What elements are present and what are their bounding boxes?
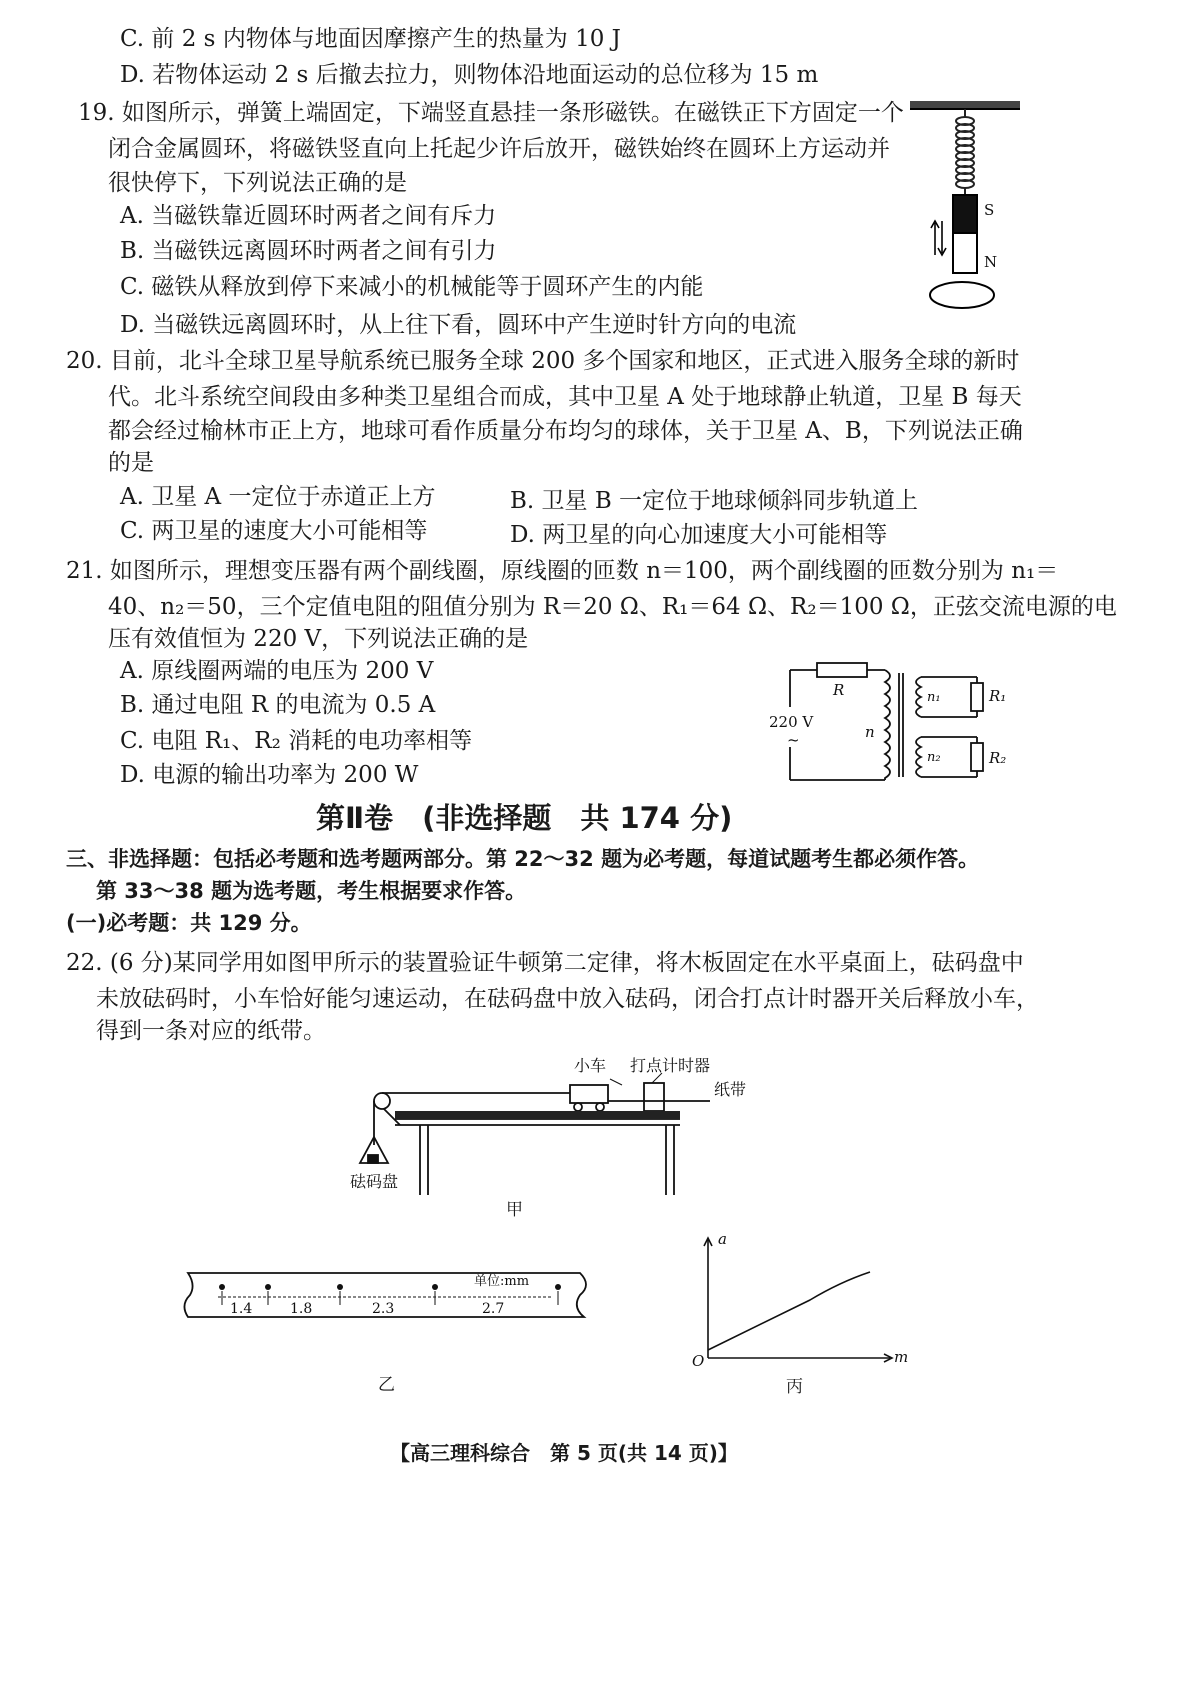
resistor-r [817, 663, 867, 677]
q20-stem-line2: 代。北斗系统空间段由多种类卫星组合而成，其中卫星 A 处于地球静止轨道，卫星 B 每天 [108, 384, 1022, 410]
q19-stem-line3: 很快停下，下列说法正确的是 [108, 170, 407, 196]
q21-stem-line2: 40、n₂＝50，三个定值电阻的阻值分别为 R＝20 Ω、R₁＝64 Ω、R₂＝100 Ω，正弦交流电源的电 [108, 594, 1117, 620]
label-weight-pan: 砝码盘 [350, 1172, 399, 1191]
q19-stem-line2: 闭合金属圆环，将磁铁竖直向上托起少许后放开，磁铁始终在圆环上方运动并 [108, 136, 890, 162]
label-r1: R₁ [989, 687, 1007, 705]
timer [644, 1083, 664, 1111]
magnet-north-pole [953, 233, 977, 273]
label-ac-symbol: ~ [787, 731, 800, 749]
caption-yi: 乙 [378, 1375, 395, 1395]
spring-magnet-figure [900, 95, 1030, 325]
label-source-voltage: 220 V [769, 713, 814, 731]
caption-jia: 甲 [506, 1200, 523, 1220]
q20-stem-line1: 20. 目前，北斗全球卫星导航系统已服务全球 200 多个国家和地区，正式进入服务全球的新时 [66, 348, 1020, 374]
q19-option-c: C. 磁铁从释放到停下来减小的机械能等于圆环产生的内能 [120, 274, 704, 300]
label-cart: 小车 [574, 1056, 607, 1075]
q20-stem-line3: 都会经过榆林市正上方，地球可看作质量分布均匀的球体，关于卫星 A、B，下列说法正确 [108, 418, 1023, 444]
q20-option-a: A. 卫星 A 一定位于赤道正上方 [120, 484, 436, 510]
page-footer: 【高三理科综合 第 5 页(共 14 页)】 [390, 1441, 738, 1465]
q20-option-c: C. 两卫星的速度大小可能相等 [120, 518, 428, 544]
paper-tape-figure-yi [180, 1265, 600, 1335]
label-origin: O [692, 1352, 705, 1370]
resistor-r2 [971, 743, 983, 771]
q19-stem-line1: 19. 如图所示，弹簧上端固定，下端竖直悬挂一条形磁铁。在磁铁正下方固定一个 [78, 100, 904, 126]
label-d3: 2.3 [372, 1301, 395, 1317]
label-d4: 2.7 [482, 1301, 505, 1317]
primary-coil [885, 670, 890, 780]
label-d2: 1.8 [290, 1301, 313, 1317]
label-a-axis: a [718, 1230, 727, 1248]
q20-option-d: D. 两卫星的向心加速度大小可能相等 [510, 522, 888, 548]
secondary-coil-1 [916, 677, 921, 717]
label-d1: 1.4 [230, 1301, 253, 1317]
a-m-curve [708, 1272, 870, 1350]
q18-option-c: C. 前 2 s 内物体与地面因摩擦产生的热量为 10 J [120, 26, 621, 52]
apparatus-figure-jia [340, 1045, 780, 1195]
transformer-circuit-figure [769, 655, 1025, 795]
q19-option-d: D. 当磁铁远离圆环时，从上往下看，圆环中产生逆时针方向的电流 [120, 312, 797, 338]
section-instructions-line2: 第 33～38 题为选考题，考生根据要求作答。 [96, 879, 527, 903]
q22-stem-line2: 未放砝码时，小车恰好能匀速运动，在砝码盘中放入砝码，闭合打点计时器开关后释放小车， [96, 986, 1039, 1012]
label-r: R [833, 681, 845, 699]
q19-option-a: A. 当磁铁靠近圆环时两者之间有斥力 [120, 203, 497, 229]
q22-stem-line1: 22. (6 分)某同学用如图甲所示的装置验证牛顿第二定律，将木板固定在水平桌面上，砝码盘中 [66, 950, 1024, 976]
label-r2: R₂ [989, 749, 1007, 767]
secondary-coil-2 [916, 737, 921, 777]
label-n1: n₁ [927, 690, 941, 705]
up-down-arrows-icon [931, 221, 946, 255]
section-title: 第Ⅱ卷 (非选择题 共 174 分) [316, 801, 733, 835]
label-unit: 单位:mm [474, 1274, 530, 1289]
q18-option-d: D. 若物体运动 2 s 后撤去拉力，则物体沿地面运动的总位移为 15 m [120, 62, 819, 88]
resistor-r1 [971, 683, 983, 711]
q20-stem-line4: 的是 [108, 450, 154, 476]
q21-option-c: C. 电阻 R₁、R₂ 消耗的电功率相等 [120, 728, 473, 754]
magnet-south-pole [953, 195, 977, 233]
q21-option-a: A. 原线圈两端的电压为 200 V [120, 658, 434, 684]
label-n: N [984, 253, 998, 271]
label-s: S [984, 201, 995, 219]
section-instructions-line1: 三、非选择题：包括必考题和选考题两部分。第 22～32 题为必考题，每道试题考生都必须作答。 [66, 847, 980, 871]
label-timer: 打点计时器 [630, 1056, 711, 1075]
pulley [374, 1093, 390, 1109]
q20-option-b: B. 卫星 B 一定位于地球倾斜同步轨道上 [510, 488, 919, 514]
q19-option-b: B. 当磁铁远离圆环时两者之间有引力 [120, 238, 497, 264]
q21-stem-line1: 21. 如图所示，理想变压器有两个副线圈，原线圈的匝数 n＝100，两个副线圈的匝数分别为 n₁＝ [66, 558, 1059, 584]
required-part-heading: (一)必考题：共 129 分。 [66, 911, 312, 935]
q21-stem-line3: 压有效值恒为 220 V，下列说法正确的是 [108, 626, 529, 652]
label-tape: 纸带 [714, 1080, 747, 1099]
caption-bing: 丙 [786, 1377, 803, 1397]
label-n: n [865, 723, 875, 741]
a-m-graph-bing [690, 1230, 920, 1380]
label-n2: n₂ [927, 750, 941, 765]
q22-stem-line3: 得到一条对应的纸带。 [96, 1018, 326, 1044]
cart [570, 1085, 608, 1103]
q21-option-d: D. 电源的输出功率为 200 W [120, 762, 419, 788]
label-m-axis: m [894, 1348, 909, 1366]
metal-ring [930, 282, 994, 308]
q21-option-b: B. 通过电阻 R 的电流为 0.5 A [120, 692, 436, 718]
